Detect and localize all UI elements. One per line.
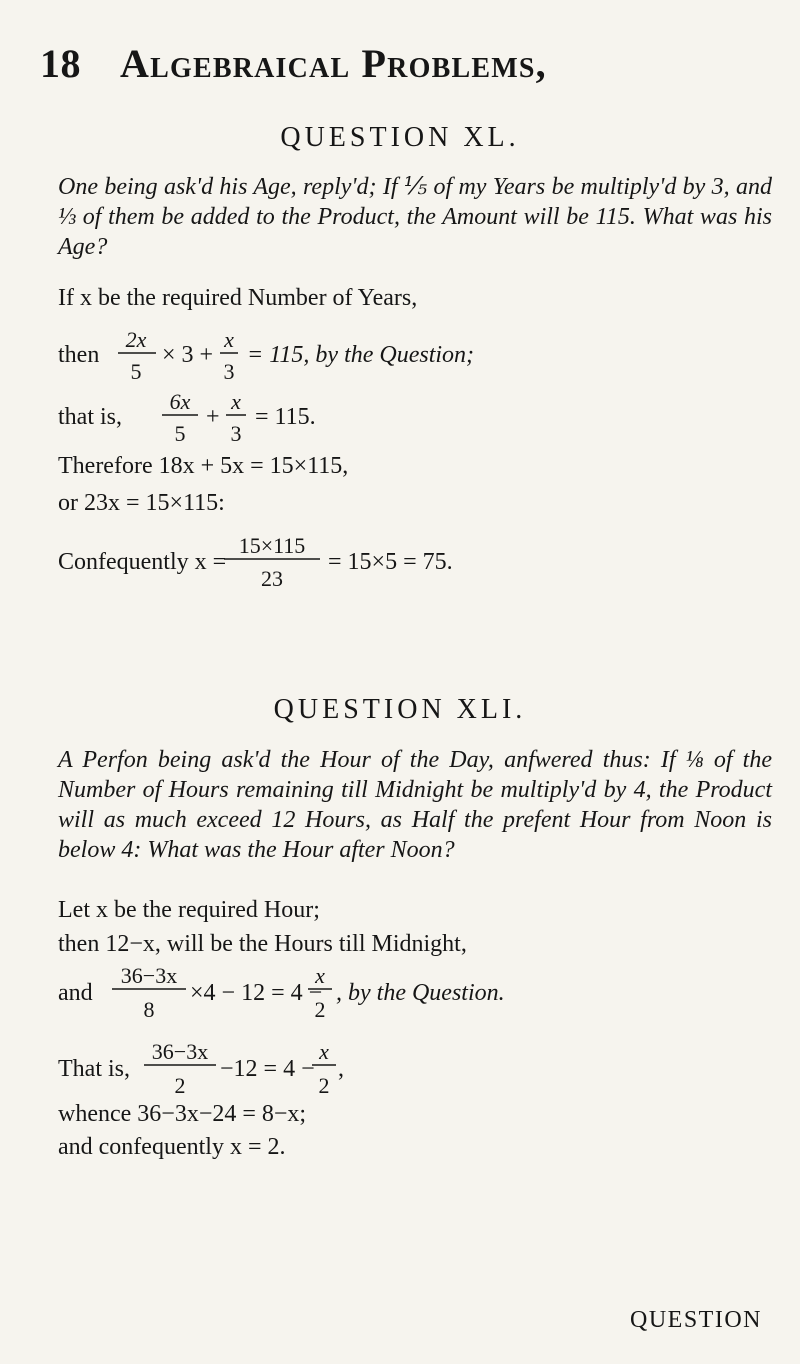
q41-eq2-comma: , — [338, 1056, 344, 1082]
q41-eq2-fraction-a-denominator: 2 — [174, 1073, 186, 1098]
question-41-whence-line: whence 36−3x−24 = 8−x; — [58, 1101, 307, 1127]
q40-result-prefix: Confequently x = — [58, 549, 227, 575]
catchword: QUESTION — [630, 1307, 762, 1333]
question-41-then-line: then 12−x, will be the Hours till Midnight, — [58, 931, 467, 957]
question-40-intro: If x be the required Number of Years, — [58, 285, 418, 311]
question-40-equation-1 — [58, 318, 678, 386]
q40-eq2-fraction-b-denominator: 3 — [230, 421, 242, 446]
q40-result-suffix: = 15×5 = 75. — [328, 549, 453, 575]
q40-eq1-fraction-a-numerator: 2x — [125, 327, 147, 352]
question-41-equation-1 — [58, 952, 678, 1026]
question-40-statement: One being ask'd his Age, reply'd; If ⅕ of my Years be multiply'd by 3, and ⅓ of them be added to the Product, the Amount will be 115. What was his Age? — [58, 174, 772, 260]
q40-result-fraction-denominator: 23 — [261, 566, 283, 591]
question-40-equation-2 — [58, 380, 678, 448]
q41-eq2-fraction-a-numerator: 36−3x — [151, 1039, 209, 1064]
q40-result-fraction-numerator: 15×115 — [238, 533, 306, 558]
q40-eq1-fraction-b-numerator: x — [224, 327, 234, 352]
q41-eq1-fraction-a-denominator: 8 — [143, 997, 155, 1022]
question-40-or-line: or 23x = 15×115: — [58, 490, 225, 516]
q40-eq1-times-plus: × 3 + — [162, 342, 214, 368]
question-41-and-word: and — [58, 980, 93, 1006]
q40-eq2-plus: + — [206, 404, 220, 430]
q41-eq1-suffix: , by the Question. — [336, 980, 505, 1006]
q41-eq1-fraction-b-numerator: x — [315, 963, 325, 988]
running-head — [40, 40, 660, 100]
question-40-title: QUESTION XL. — [280, 122, 520, 153]
q41-eq2-fraction-b-numerator: x — [319, 1039, 329, 1064]
question-41-statement: A Perfon being ask'd the Hour of the Day, anfwered thus: If ⅛ of the Number of Hours remaining till Midnight be multiply'd by 4, the Product will as much exceed 12 Hours, as Half the prefent Hour from Noon is below 4: What was the Hour after Noon? — [58, 747, 772, 863]
question-41-equation-2 — [58, 1028, 678, 1102]
q41-eq1-fraction-a-numerator: 36−3x — [120, 963, 178, 988]
q41-eq2-middle: −12 = 4 − — [220, 1056, 315, 1082]
question-40-therefore-line: Therefore 18x + 5x = 15×115, — [58, 453, 349, 479]
question-41-that-is-word: That is, — [58, 1056, 130, 1082]
q40-eq2-fraction-a-denominator: 5 — [174, 421, 186, 446]
question-41-title: QUESTION XLI. — [273, 694, 527, 725]
q40-eq1-fraction-a-denominator: 5 — [130, 359, 142, 384]
question-40-result — [58, 520, 678, 594]
q40-eq2-suffix: = 115. — [255, 404, 316, 430]
q40-eq1-fraction-b-denominator: 3 — [223, 359, 235, 384]
running-title: Algebraical Problems, — [120, 41, 547, 86]
question-40-then-word: then — [58, 342, 100, 368]
page-number: 18 — [40, 41, 81, 86]
question-41-consequently-line: and confequently x = 2. — [58, 1134, 286, 1160]
question-40-that-is-word: that is, — [58, 404, 122, 430]
q41-eq1-fraction-b-denominator: 2 — [314, 997, 326, 1022]
q40-eq1-suffix: = 115, by the Question; — [247, 342, 475, 368]
question-41-intro: Let x be the required Hour; — [58, 897, 320, 923]
q40-eq2-fraction-a-numerator: 6x — [169, 389, 191, 414]
q41-eq2-fraction-b-denominator: 2 — [318, 1073, 330, 1098]
q41-eq1-middle: ×4 − 12 = 4 − — [190, 980, 323, 1006]
q40-eq2-fraction-b-numerator: x — [231, 389, 241, 414]
